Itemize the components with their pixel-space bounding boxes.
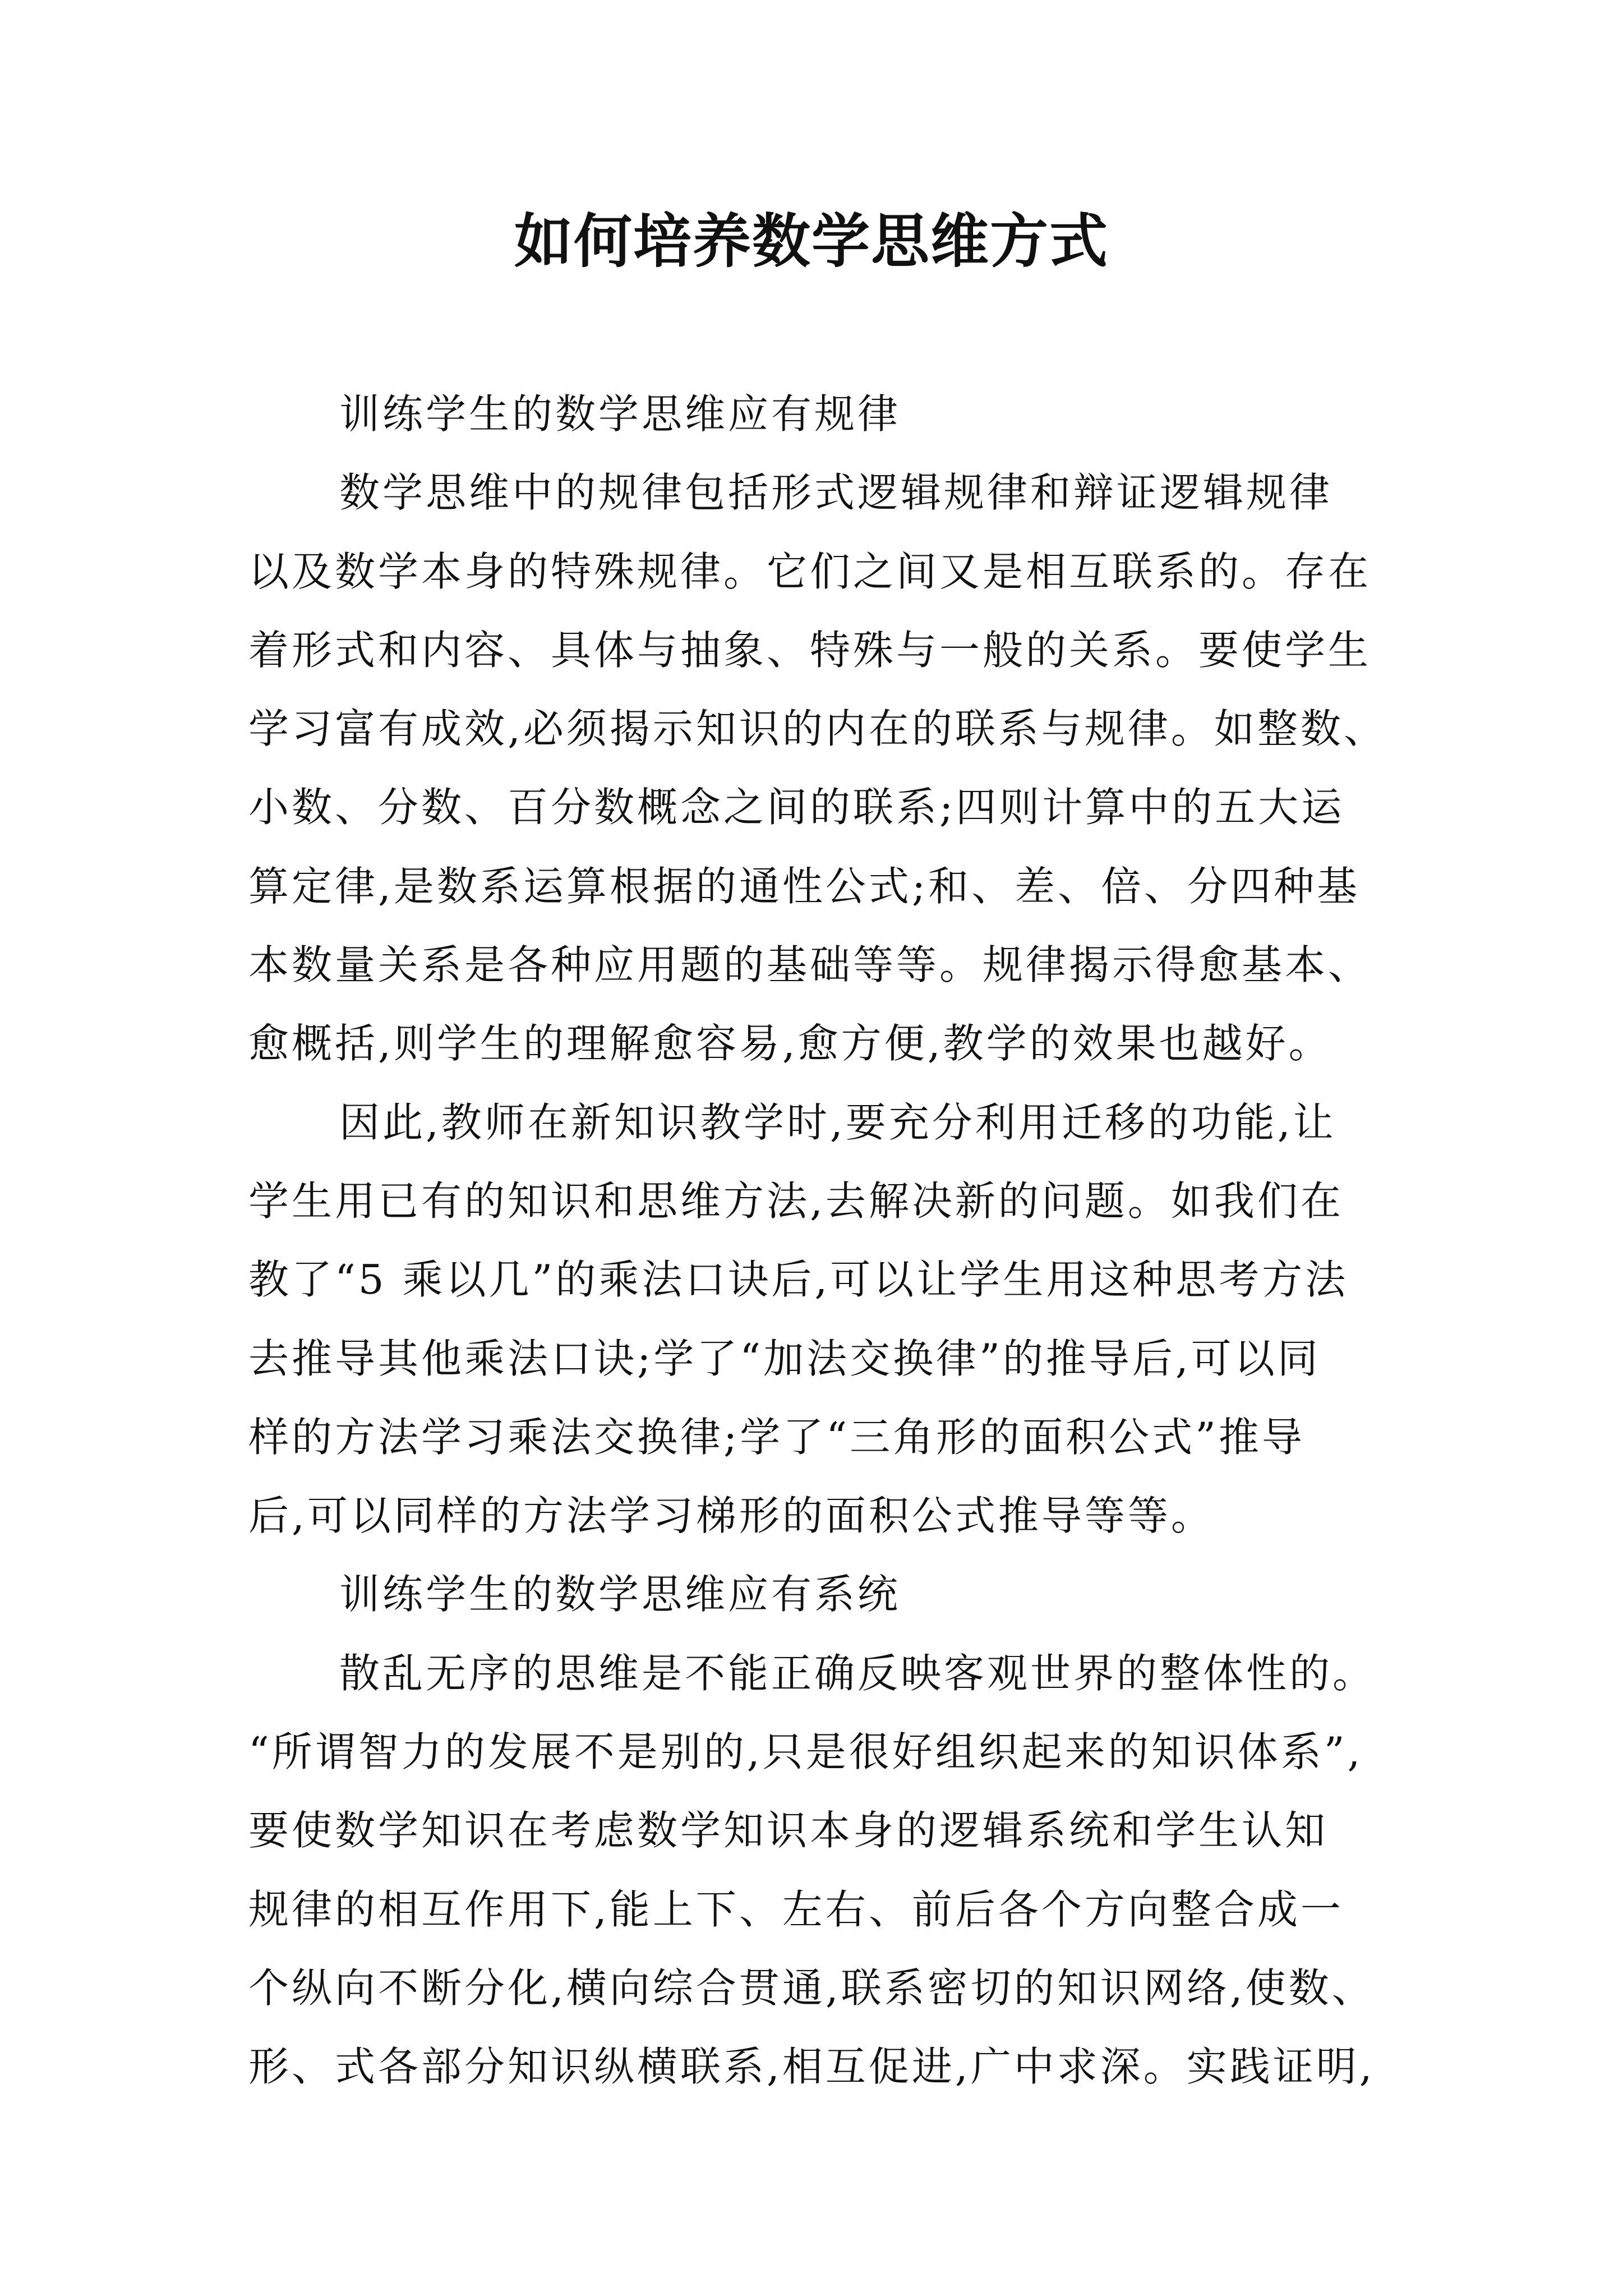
- section-heading: 训练学生的数学思维应有规律: [339, 390, 901, 438]
- paragraph-line: 样的方法学习乘法交换律;学了“三角形的面积公式”推导: [248, 1413, 1305, 1461]
- document-body: [248, 375, 1426, 2106]
- paragraph-line: 后,可以同样的方法学习梯形的面积公式推导等等。: [248, 1492, 1214, 1540]
- paragraph-line: 算定律,是数系运算根据的通性公式;和、差、倍、分四种基: [248, 862, 1361, 910]
- paragraph-line: 教了“5 乘以几”的乘法口诀后,可以让学生用这种思考方法: [248, 1256, 1349, 1304]
- paragraph-line: 学习富有成效,必须揭示知识的内在的联系与规律。如整数、: [248, 705, 1387, 753]
- section-heading: 训练学生的数学思维应有系统: [339, 1571, 901, 1618]
- section: [248, 375, 1426, 1555]
- paragraph-line: 因此,教师在新知识教学时,要充分利用迁移的功能,让: [339, 1098, 1336, 1146]
- paragraph-line: 着形式和内容、具体与抽象、特殊与一般的关系。要使学生: [248, 626, 1372, 674]
- paragraph-line: 愈概括,则学生的理解愈容易,愈方便,教学的效果也越好。: [248, 1020, 1332, 1068]
- paragraph-line: “所谓智力的发展不是别的,只是很好组织起来的知识体系”,: [248, 1728, 1363, 1776]
- paragraph-line: 要使数学知识在考虑数学知识本身的逻辑系统和学生认知: [248, 1807, 1329, 1855]
- paragraph: [248, 1083, 1426, 1556]
- section: [248, 1555, 1426, 2106]
- paragraph-line: 散乱无序的思维是不能正确反映客观世界的整体性的。: [339, 1649, 1376, 1697]
- paragraph-line: 以及数学本身的特殊规律。它们之间又是相互联系的。存在: [248, 547, 1372, 595]
- paragraph: [248, 453, 1426, 1083]
- document-title: 如何培养数学思维方式: [514, 206, 1109, 275]
- paragraph-line: 小数、分数、百分数概念之间的联系;四则计算中的五大运: [248, 784, 1345, 831]
- paragraph-line: 学生用已有的知识和思维方法,去解决新的问题。如我们在: [248, 1177, 1344, 1225]
- paragraph-line: 形、式各部分知识纵横联系,相互促进,广中求深。实践证明,: [248, 2043, 1375, 2091]
- paragraph-line: 本数量关系是各种应用题的基础等等。规律揭示得愈基本、: [248, 941, 1372, 989]
- paragraph-line: 规律的相互作用下,能上下、左右、前后各个方向整合成一: [248, 1885, 1344, 1933]
- paragraph-line: 去推导其他乘法口诀;学了“加法交换律”的推导后,可以同: [248, 1335, 1321, 1382]
- paragraph-line: 数学思维中的规律包括形式逻辑规律和辩证逻辑规律: [339, 469, 1333, 517]
- paragraph: [248, 1634, 1426, 2106]
- paragraph-line: 个纵向不断分化,横向综合贯通,联系密切的知识网络,使数、: [248, 1964, 1375, 2012]
